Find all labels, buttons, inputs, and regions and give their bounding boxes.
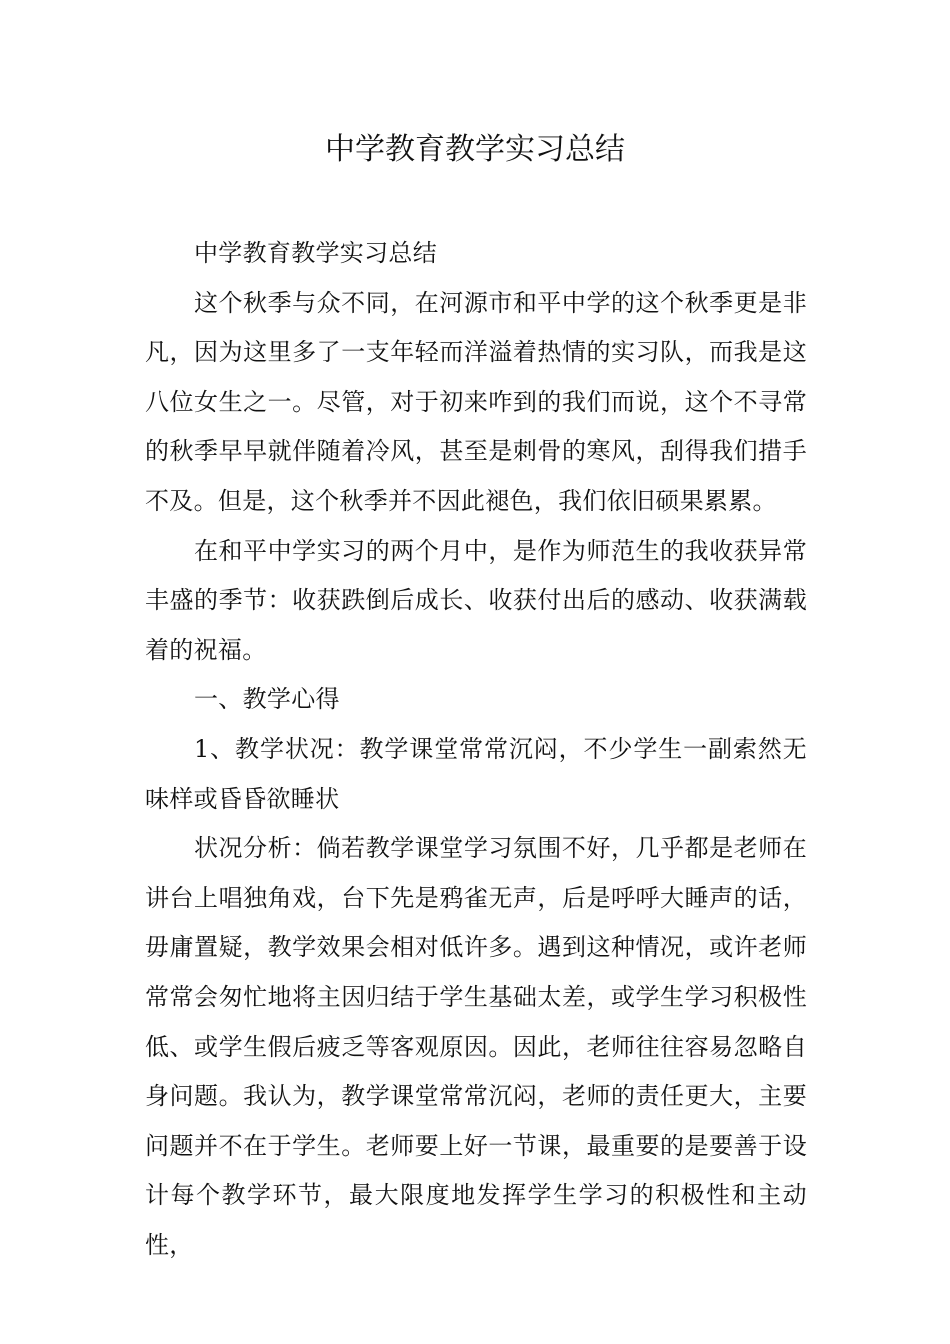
paragraph-harvest: 在和平中学实习的两个月中，是作为师范生的我收获异常丰盛的季节：收获跌倒后成长、收获付出后的感动、收获满载着的祝福。: [145, 536, 807, 664]
paragraph-intro: 这个秋季与众不同，在河源市和平中学的这个秋季更是非凡，因为这里多了一支年轻而洋溢着热情的实习队，而我是这八位女生之一。尽管，对于初来咋到的我们而说，这个不寻常的秋季早早就伴随着冷风，甚至是刺骨的寒风，刮得我们措手不及。但是，这个秋季并不因此褪色，我们依旧硕果累累。: [145, 288, 807, 515]
item-teaching-status: 1、教学状况：教学课堂常常沉闷，不少学生一副索然无味样或昏昏欲睡状: [145, 734, 807, 813]
section-heading-teaching: 一、教学心得: [194, 685, 340, 714]
paragraph-subtitle: 中学教育教学实习总结: [194, 239, 437, 267]
document-title: 中学教育教学实习总结: [325, 132, 625, 167]
paragraph-status-analysis: 状况分析：倘若教学课堂学习氛围不好，几乎都是老师在讲台上唱独角戏，台下先是鸦雀无声，后是呼呼大睡声的话，毋庸置疑，教学效果会相对低许多。遇到这种情况，或许老师常常会匆忙地将主因归结于学生基础太差，或学生学习积极性低、或学生假后疲乏等客观原因。因此，老师往往容易忽略自身问题。我认为，教学课堂常常沉闷，老师的责任更大，主要问题并不在于学生。老师要上好一节课，最重要的是要善于设计每个教学环节，最大限度地发挥学生学习的积极性和主动性，: [145, 834, 807, 1259]
document-body: [145, 229, 807, 1270]
